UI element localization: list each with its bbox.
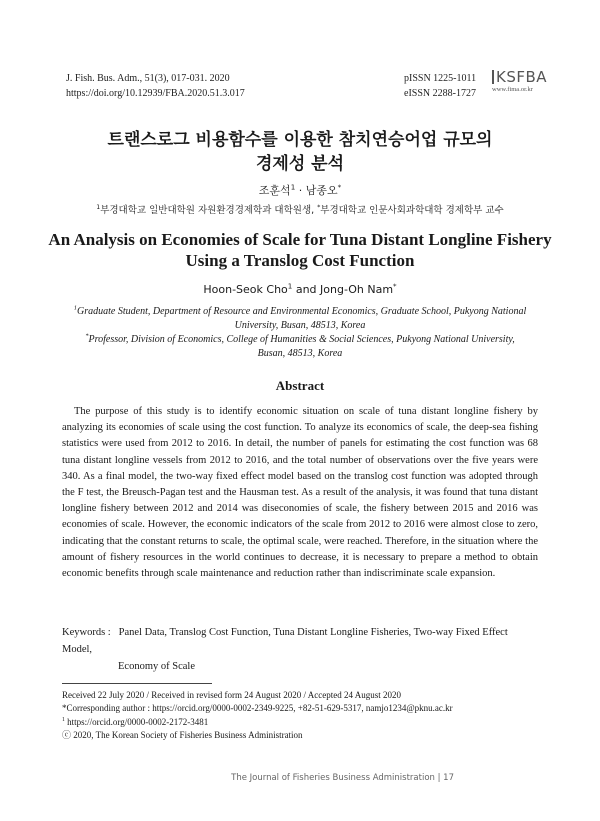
logo-url: www.fima.or.kr xyxy=(492,86,533,93)
eissn: eISSN 2288-1727 xyxy=(404,88,476,99)
abstract-body: The purpose of this study is to identify economic situation on scale of tuna distant longline fishery by analyzing its economies of scale using the cost function. To analyze its economics of scale, the deep-sea fishing statistics were used from 2012 to 2016. In detail, the number of panels for estimating the cost function was 68 tuna distant longline vessels from 2012 to 2016, and the total number of observations over the five years were 340. As a final model, the two-way fixed effect model based on the translog cost function was adopted through the F test, the Breusch-Pagan test and the Hausman test. As a result of the analysis, it was found that tuna distant longline fishery between 2012 and 2014 was diseconomies of scale, the fishery between 2015 and 2016 was economies of scale. However, the economic indicators of the scale from 2012 to 2016 were almost close to zero, indicating that the constant returns to scale, the optimal scale, were reached. Therefore, in the situation where the amount of fishery resources in the world continues to decrease, it is necessary to prepare a method to obtain economic benefits through scale maintenance and reduction rather than indiscriminate scale expansion. xyxy=(62,406,538,580)
keywords xyxy=(62,624,540,675)
korean-affiliations: $^1$부경대학교 일반대학원 자원환경경제학과 대학원생, *부경대학교 인문사회과학대학 경제학부 교수 xyxy=(96,203,504,216)
doi-link[interactable]: https://doi.org/10.12939/FBA.2020.51.3.017 xyxy=(66,88,245,99)
issn-block xyxy=(404,71,476,101)
logo-wordmark: KSFBA xyxy=(492,69,562,85)
page-footer: The Journal of Fisheries Business Administration | 17 xyxy=(231,773,454,783)
abstract-heading: Abstract xyxy=(275,378,325,393)
korean-author-2: 남종오 xyxy=(305,184,338,197)
received-dates: Received 22 July 2020 / Received in revised form 24 August 2020 / Accepted 24 August 2020 xyxy=(62,690,401,700)
english-authors: Hoon-Seok Cho$^1$ and Jong-Oh Nam* xyxy=(203,281,397,296)
korean-authors: 조훈석$^1$ · 남종오* xyxy=(258,182,342,197)
corresponding-author: *Corresponding author : https://orcid.org/0000-0002-2349-9225, +82-51-629-5317, namjo1234@pknu.ac.kr xyxy=(62,703,453,714)
pissn: pISSN 1225-1011 xyxy=(404,73,477,84)
copyright: ⓒ 2020, The Korean Society of Fisheries Business Administration xyxy=(62,730,303,741)
korean-author-1: 조훈석 xyxy=(258,184,291,197)
english-title-line2: Using a Translog Cost Function xyxy=(185,251,415,270)
logo-bar-icon xyxy=(492,70,494,84)
keywords-line2: Economy of Scale xyxy=(118,661,195,672)
footnotes xyxy=(62,689,542,743)
journal-citation-block xyxy=(66,71,245,101)
english-affiliation-1: $^1$Graduate Student, Department of Resource and Environmental Economics, Graduate School, Pukyong National University, Busan, 48513, Korea xyxy=(73,304,527,331)
korean-title-line1: 트랜스로그 비용함수를 이용한 참치연승어업 규모의 xyxy=(107,130,493,150)
english-affiliation-2: *Professor, Division of Economics, College of Humanities & Social Sciences, Pukyong National University, Busan, 48513, Korea xyxy=(85,332,515,359)
english-title-line1: An Analysis on Economies of Scale for Tuna Distant Longline Fishery xyxy=(48,230,552,249)
korean-title xyxy=(40,128,560,176)
keywords-line1: Panel Data, Translog Cost Function, Tuna Distant Longline Fisheries, Two-way Fixed Effect Model, xyxy=(62,627,508,655)
footnote-divider xyxy=(62,683,212,684)
ksfba-logo xyxy=(492,69,562,93)
journal-citation: J. Fish. Bus. Adm., 51(3), 017-031. 2020 xyxy=(66,73,230,84)
keywords-label: Keywords : xyxy=(62,627,111,638)
korean-title-line2: 경제성 분석 xyxy=(255,154,345,174)
english-author-2: Jong-Oh Nam xyxy=(320,283,394,296)
english-author-1: Hoon-Seok Cho xyxy=(203,283,288,296)
english-title xyxy=(40,229,560,271)
orcid-author-1: $^1$ https://orcid.org/0000-0002-2172-3481 xyxy=(62,716,209,727)
